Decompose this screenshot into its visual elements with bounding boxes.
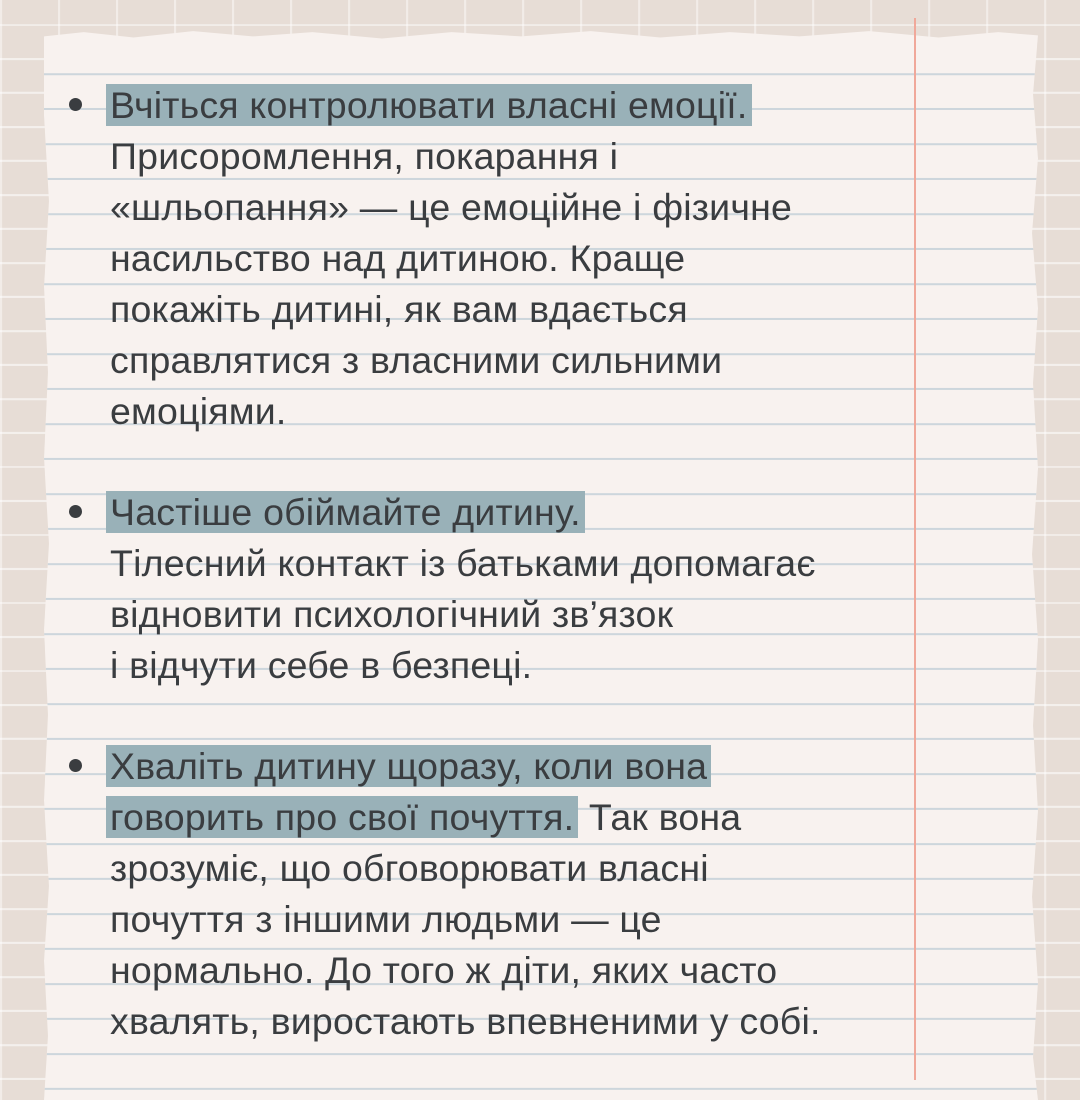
tips-list (110, 80, 960, 1047)
item-text-line: і відчути себе в безпеці. (110, 644, 533, 686)
item-text-line: Присоромлення, покарання і (110, 135, 619, 177)
item-heading-highlight: Частіше обіймайте дитину. (106, 491, 585, 533)
item-text-line: справлятися з власними сильними (110, 339, 723, 381)
bullet-icon (69, 759, 82, 772)
item-text-line: відновити психологічний зв’язок (110, 593, 674, 635)
list-item (110, 741, 960, 1047)
list-item (110, 80, 960, 437)
list-item (110, 487, 960, 691)
bullet-icon (69, 505, 82, 518)
bullet-icon (69, 98, 82, 111)
item-text-line: нормально. До того ж діти, яких часто (110, 949, 778, 991)
item-text-line: покажіть дитині, як вам вдається (110, 288, 688, 330)
item-text-line: насильство над дитиною. Краще (110, 237, 686, 279)
item-text-line: зрозуміє, що обговорювати власні (110, 847, 709, 889)
item-text-line: хвалять, виростають впевненими у собі. (110, 1000, 821, 1042)
item-text-line: емоціями. (110, 390, 287, 432)
item-heading-highlight: говорить про свої почуття. (106, 796, 578, 838)
item-heading-highlight: Хваліть дитину щоразу, коли вона (106, 745, 711, 787)
item-text-line: «шльопання» — це емоційне і фізичне (110, 186, 793, 228)
item-text-line: Тілесний контакт із батьками допомагає (110, 542, 816, 584)
item-text-line: почуття з іншими людьми — це (110, 898, 662, 940)
item-text-tail: Так вона (578, 796, 742, 838)
item-heading-highlight: Вчіться контролювати власні емоції. (106, 84, 752, 126)
